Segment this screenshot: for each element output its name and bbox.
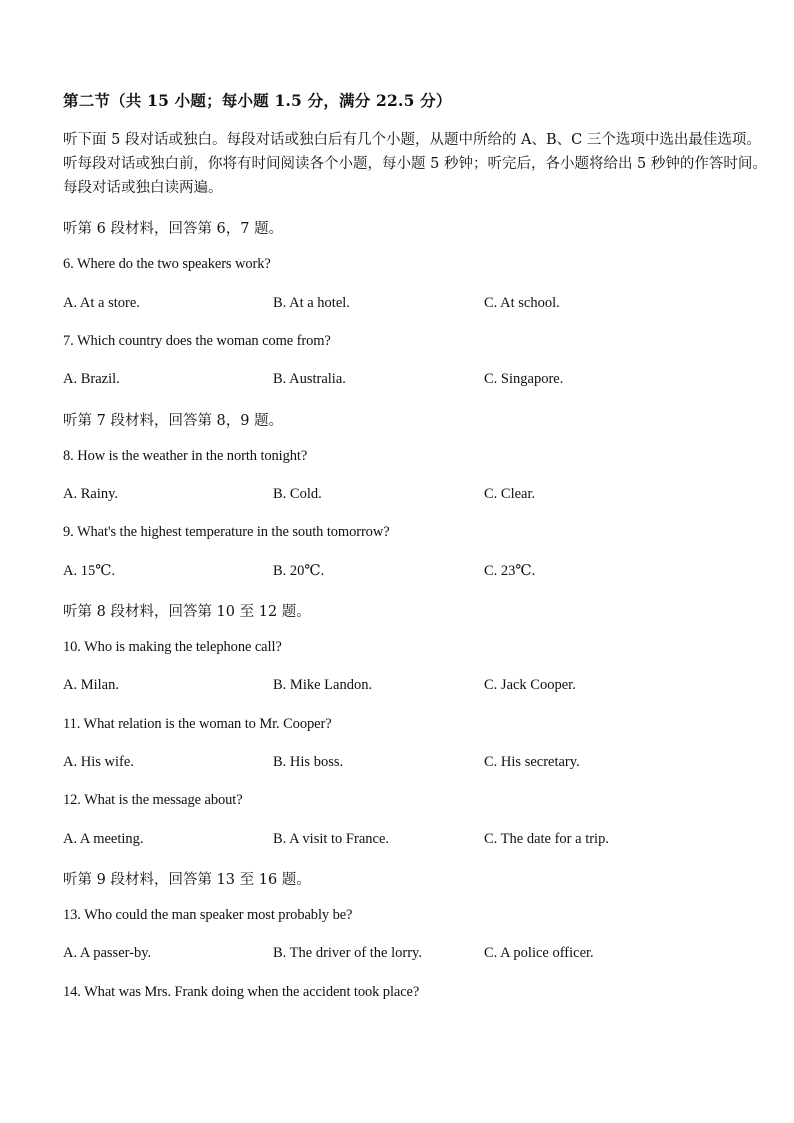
option-a: A. At a store. bbox=[63, 295, 140, 311]
instruction-line: 每段对话或独白读两遍。 bbox=[63, 180, 223, 196]
option-b: B. 20℃. bbox=[273, 563, 325, 579]
option-a: A. 15℃. bbox=[63, 563, 116, 579]
instruction-line: 听下面 5 段对话或独白。每段对话或独白后有几个小题，从题中所给的 A、B、C 三个选项中选出最佳选项。 bbox=[63, 132, 761, 148]
option-a: A. A passer-by. bbox=[63, 945, 152, 961]
section-title: 第二节（共 15 小题；每小题 1.5 分，满分 22.5 分） bbox=[63, 91, 452, 110]
question-9: 9. What's the highest temperature in the south tomorrow? bbox=[63, 524, 390, 540]
option-a: A. His wife. bbox=[63, 754, 134, 770]
option-a: A. Rainy. bbox=[63, 486, 119, 502]
option-c: C. Clear. bbox=[484, 486, 536, 502]
question-6: 6. Where do the two speakers work? bbox=[63, 256, 271, 272]
passage-heading: 听第 7 段材料，回答第 8，9 题。 bbox=[63, 413, 284, 429]
option-a: A. Milan. bbox=[63, 677, 119, 693]
option-c: C. The date for a trip. bbox=[484, 831, 609, 847]
option-c: C. At school. bbox=[484, 295, 560, 311]
instructions bbox=[63, 128, 767, 200]
instruction-line: 听每段对话或独白前，你将有时间阅读各个小题，每小题 5 秒钟；听完后，各小题将给出 5 秒钟的作答时间。 bbox=[63, 156, 767, 172]
question-11: 11. What relation is the woman to Mr. Cooper? bbox=[63, 716, 332, 732]
question-14: 14. What was Mrs. Frank doing when the accident took place? bbox=[63, 984, 420, 1000]
option-b: B. A visit to France. bbox=[273, 831, 389, 847]
option-c: C. Singapore. bbox=[484, 371, 564, 387]
option-b: B. The driver of the lorry. bbox=[273, 945, 422, 961]
passage-heading: 听第 9 段材料，回答第 13 至 16 题。 bbox=[63, 872, 311, 888]
option-a: A. Brazil. bbox=[63, 371, 120, 387]
option-c: C. His secretary. bbox=[484, 754, 580, 770]
option-b: B. His boss. bbox=[273, 754, 344, 770]
question-13: 13. Who could the man speaker most probably be? bbox=[63, 907, 353, 923]
option-b: B. Mike Landon. bbox=[273, 677, 373, 693]
passage-heading: 听第 6 段材料，回答第 6，7 题。 bbox=[63, 221, 284, 237]
option-a: A. A meeting. bbox=[63, 831, 144, 847]
option-c: C. 23℃. bbox=[484, 563, 536, 579]
option-b: B. Cold. bbox=[273, 486, 322, 502]
option-c: C. A police officer. bbox=[484, 945, 594, 961]
question-8: 8. How is the weather in the north tonight? bbox=[63, 448, 308, 464]
option-c: C. Jack Cooper. bbox=[484, 677, 576, 693]
question-10: 10. Who is making the telephone call? bbox=[63, 639, 282, 655]
question-7: 7. Which country does the woman come from? bbox=[63, 333, 331, 349]
question-12: 12. What is the message about? bbox=[63, 792, 243, 808]
option-b: B. Australia. bbox=[273, 371, 346, 387]
passage-heading: 听第 8 段材料，回答第 10 至 12 题。 bbox=[63, 604, 311, 620]
option-b: B. At a hotel. bbox=[273, 295, 350, 311]
